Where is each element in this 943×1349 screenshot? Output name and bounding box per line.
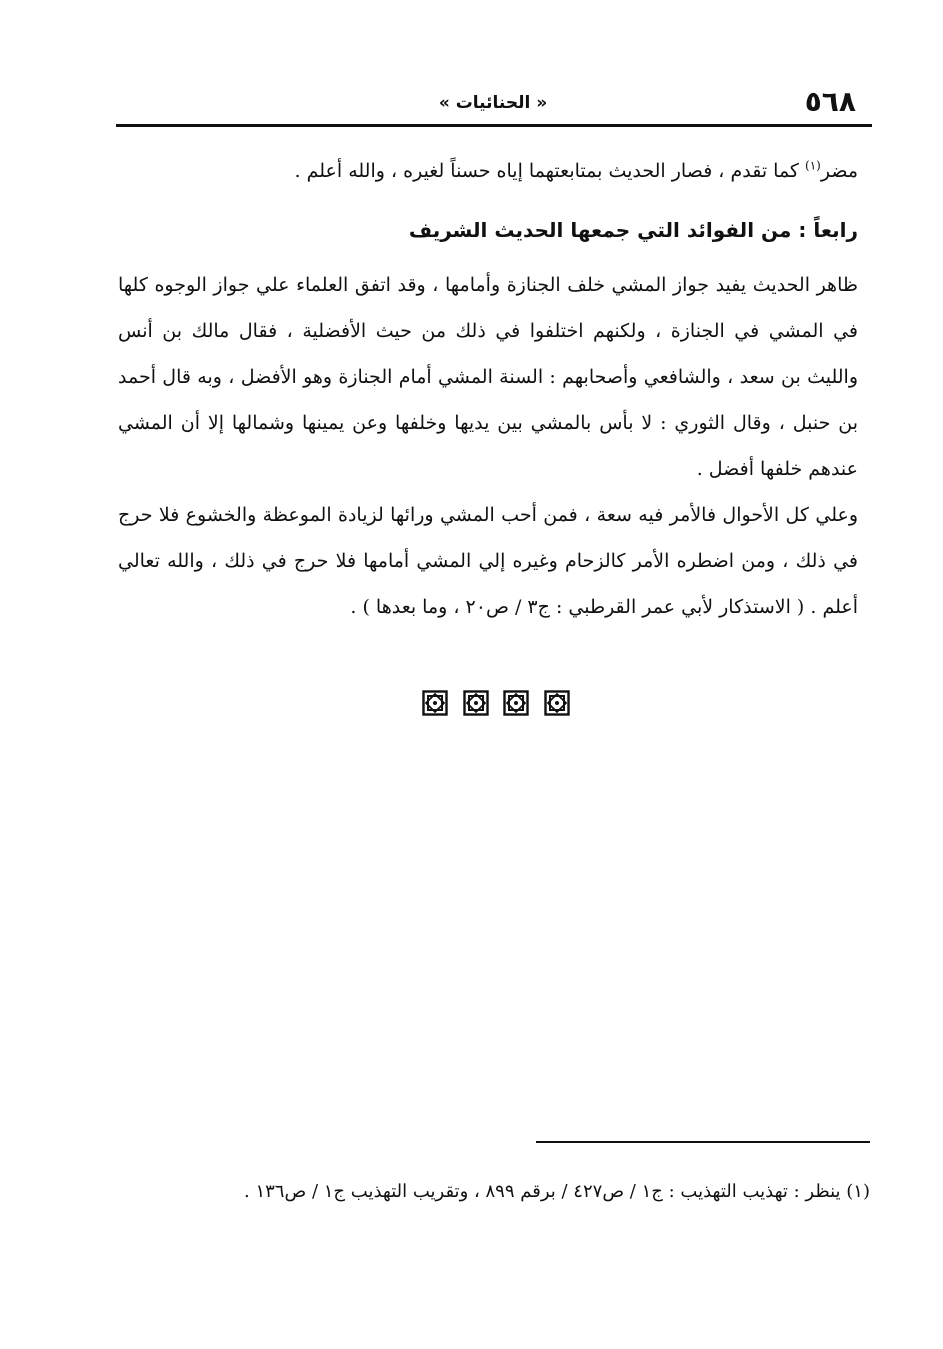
paragraph-1	[118, 148, 858, 194]
decorative-knot-icon	[544, 690, 570, 716]
header-rule	[116, 124, 872, 127]
paragraph-2: ظاهر الحديث يفيد جواز المشي خلف الجنازة وأمامها ، وقد اتفق العلماء علي جواز الوجوه كلها في المشي في الجنازة ، ولكنهم اختلفوا في ذلك من حيث الأفضلية ، فقال مالك بن أنس والليث بن سعد ، والشافعي وأصحابهم : السنة المشي أمام الجنازة وهو الأفضل ، وبه قال أحمد بن حنبل ، وقال الثوري : لا بأس بالمشي بين يديها وخلفها وعن يمينها وشمالها إلا أن المشي عندهم خلفها أفضل .	[118, 274, 858, 480]
footnote-1: (١) ينظر : تهذيب التهذيب : ج١ / ص٤٢٧ / برقم ٨٩٩ ، وتقريب التهذيب ج١ / ص١٣٦ .	[244, 1181, 870, 1202]
page-header	[116, 82, 870, 122]
decorative-knot-icon	[422, 690, 448, 716]
paragraph-3: وعلي كل الأحوال فالأمر فيه سعة ، فمن أحب المشي ورائها لزيادة الموعظة والخشوع فلا حرج في ذلك ، ومن اضطره الأمر كالزحام وغيره إلي المشي أمامها فلا حرج في ذلك ، والله تعالي أعلم . ( الاستذكار لأبي عمر القرطبي : ج٣ / ص٢٠ ، وما بعدها ) .	[118, 504, 858, 618]
footnote-rule	[536, 1141, 870, 1143]
decorative-knot-icon	[463, 690, 489, 716]
running-title: « الحنائيات »	[438, 93, 548, 113]
page-number: ٥٦٨	[804, 85, 856, 118]
decorative-knot-icon	[503, 690, 529, 716]
section-heading: رابعاً : من الفوائد التي جمعها الحديث الشريف	[408, 218, 858, 242]
footnote-marker[interactable]: (١)	[805, 158, 821, 173]
section-end-ornament	[422, 690, 570, 716]
paragraph-1-lead: مضر	[820, 160, 858, 182]
paragraph-1-text: كما تقدم ، فصار الحديث بمتابعتهما إياه حسناً لغيره ، والله أعلم .	[294, 160, 806, 182]
